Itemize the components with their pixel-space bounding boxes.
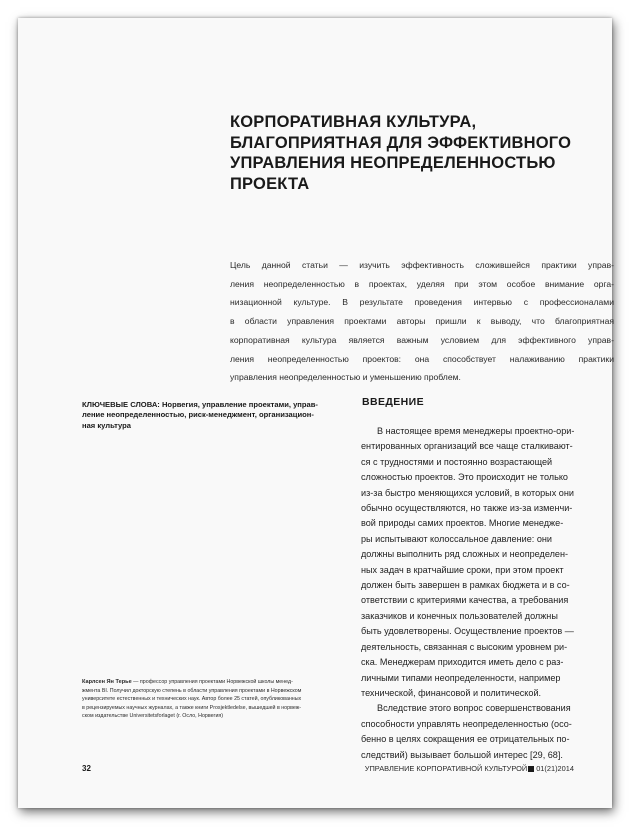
body-line: ся с трудностями и постоянно возрастающей bbox=[361, 456, 553, 467]
body-line: должны выполнить ряд сложных и неопределен- bbox=[361, 549, 569, 560]
body-line: заказчиков и конечных пользователей должны bbox=[361, 610, 558, 621]
body-line: способности управлять неопределенностью (осо- bbox=[361, 718, 572, 729]
body-line: ных задач в кратчайшие сроки, при этом проект bbox=[361, 564, 564, 575]
author-bio-line: жмента BI. Получил докторскую степень в области управления проектами в Норвежском bbox=[82, 687, 302, 694]
body-line: деятельность, связанная с высоким уровнем ри- bbox=[361, 641, 568, 652]
keywords-line: ная культура bbox=[82, 420, 131, 430]
body-line: личными типами неопределенности, например bbox=[361, 672, 561, 683]
author-bio-line: в рецензируемых научных журналах, а также книги Prosjektledelse, вышедшей в норвеж- bbox=[82, 704, 302, 711]
abstract-line: ления неопределенностью в проектах, уделяя при этом особое внимание орга- bbox=[230, 278, 614, 289]
title-line: УПРАВЛЕНИЯ НЕОПРЕДЕЛЕННОСТЬЮ bbox=[230, 154, 556, 172]
body-line: следствий) вызывает большой интерес [29, 68]. bbox=[361, 749, 563, 760]
title-line: БЛАГОПРИЯТНАЯ ДЛЯ ЭФФЕКТИВНОГО bbox=[230, 133, 572, 152]
abstract-line: управления неопределенностью и уменьшению проблем. bbox=[230, 372, 461, 383]
body-line: быть удовлетворены. Осуществление проектов — bbox=[361, 626, 574, 637]
body-line: сложностью проектов. Это происходит не только bbox=[361, 472, 568, 483]
journal-name: УПРАВЛЕНИЕ КОРПОРАТИВНОЙ КУЛЬТУРОЙ bbox=[364, 764, 528, 773]
keywords bbox=[82, 400, 344, 431]
article-title bbox=[230, 112, 590, 194]
body-line: Вследствие этого вопрос совершенствования bbox=[377, 703, 571, 714]
page-number: 32 bbox=[82, 764, 91, 773]
body-line: В настоящее время менеджеры проектно-ори- bbox=[377, 426, 575, 436]
abstract bbox=[230, 256, 614, 387]
section-heading: ВВЕДЕНИЕ bbox=[362, 396, 424, 408]
body-line: ентированных организаций все чаще сталкивают- bbox=[361, 441, 573, 452]
body-text bbox=[361, 424, 617, 763]
square-separator-icon bbox=[528, 766, 534, 772]
journal-page bbox=[18, 18, 612, 808]
body-line: бенно в целях сокращения ее отрицательных по- bbox=[361, 734, 570, 745]
abstract-line: ления неопределенностью проектов: она способствует налаживанию практики bbox=[230, 353, 614, 364]
title-line: КОРПОРАТИВНАЯ КУЛЬТУРА, bbox=[230, 113, 477, 131]
keywords-line: ление неопределенностью, риск-менеджмент, организацион- bbox=[82, 410, 314, 420]
author-bio-line: ском издательстве Universitetsforlaget (г. Осло, Норвегия) bbox=[82, 713, 224, 720]
abstract-line: в области управления проектами авторы пришли к выводу, что благоприятная bbox=[230, 316, 614, 327]
abstract-line: низационной культуре. В результате проведения интервью с профессионалами bbox=[230, 297, 614, 308]
abstract-line: Цель данной статьи — изучить эффективность сложившейся практики управ- bbox=[230, 260, 614, 270]
body-line: ры испытывают колоссальное давление: они bbox=[361, 533, 552, 544]
body-line: ска. Менеджерам приходится иметь дело с раз- bbox=[361, 657, 564, 668]
body-line: ответствии с критериями качества, а требования bbox=[361, 595, 569, 606]
author-bio-text: — профессор управления проектами Норвежской школы менед- bbox=[131, 679, 293, 685]
body-line: обычно осуществляются, но также из-за изменчи- bbox=[361, 503, 573, 514]
body-line: должен быть завершен в рамках бюджета и в со- bbox=[361, 580, 570, 591]
issue-number: 01(21)2014 bbox=[536, 764, 574, 773]
author-bio-line: университете естественных и технических наук. Автор более 25 статей, опубликованных bbox=[82, 696, 302, 703]
body-line: из-за быстро меняющихся условий, в которых они bbox=[361, 487, 574, 498]
title-line: ПРОЕКТА bbox=[230, 174, 310, 193]
abstract-line: корпоративная культура является важным условием для эффективного управ- bbox=[230, 334, 614, 345]
author-name: Карлсен Ян Терье bbox=[82, 679, 132, 685]
body-line: технической, финансовой и политической. bbox=[361, 687, 542, 698]
running-footer bbox=[365, 764, 574, 773]
author-bio bbox=[82, 678, 352, 721]
body-line: вой природы самих проектов. Многие менедже- bbox=[361, 518, 564, 529]
keywords-line: КЛЮЧЕВЫЕ СЛОВА: Норвегия, управление проектами, управ- bbox=[82, 400, 318, 409]
author-bio-line bbox=[82, 678, 352, 687]
